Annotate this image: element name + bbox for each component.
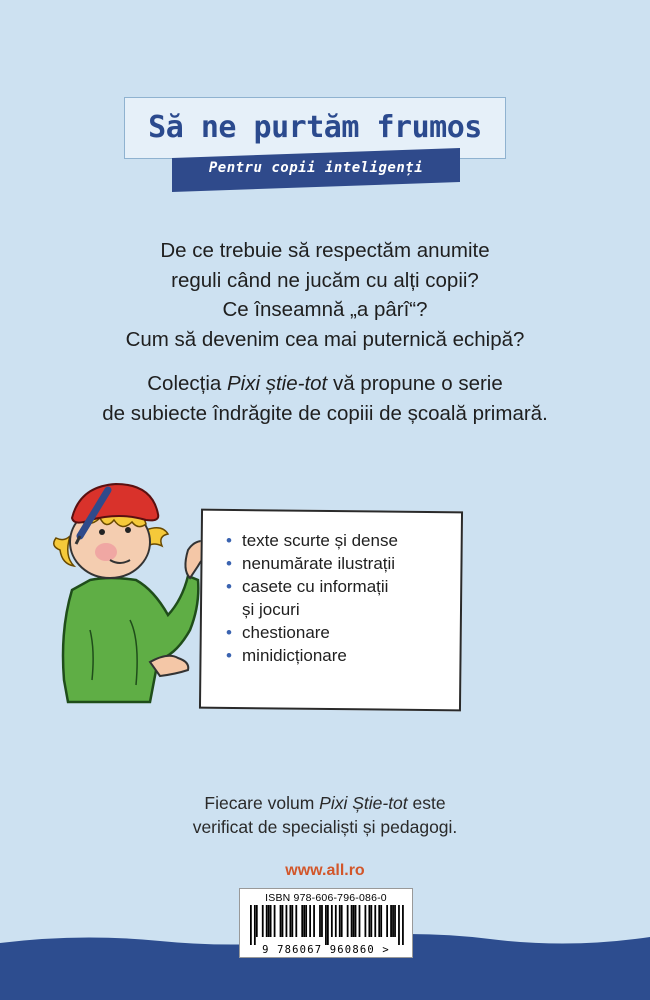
feature-text: casete cu informații	[242, 577, 389, 596]
intro-line: reguli când ne jucăm cu alți copii?	[171, 268, 479, 292]
barcode-digits: 9 786067 960860 >	[262, 944, 390, 956]
publisher-url[interactable]: www.all.ro	[285, 862, 365, 879]
feature-text: minidicționare	[242, 646, 347, 665]
feature-item	[226, 575, 466, 621]
feature-text-continued: și jocuri	[242, 600, 300, 619]
verification-prefix: Fiecare volum	[204, 793, 320, 813]
bullet-icon: •	[226, 623, 232, 642]
bullet-icon: •	[226, 646, 232, 665]
feature-item	[226, 621, 466, 644]
feature-item	[226, 552, 466, 575]
verification-series-name: Pixi Știe-tot	[319, 793, 408, 813]
feature-text: nenumărate ilustrații	[242, 554, 396, 573]
intro-line: Ce înseamnă „a pârî“?	[222, 298, 428, 321]
verification-note	[20, 791, 630, 839]
barcode-icon	[250, 905, 404, 945]
feature-item	[226, 644, 466, 667]
verification-line-2: verificat de specialiști și pedagogi.	[192, 817, 458, 837]
feature-text: chestionare	[242, 623, 330, 642]
intro-questions	[20, 236, 630, 354]
features-list	[226, 529, 466, 667]
intro-line: Cum să devenim cea mai puternică echipă?	[125, 327, 525, 351]
collection-prefix: Colecția	[147, 372, 227, 395]
book-title: Să ne purtăm frumos	[148, 110, 482, 145]
bullet-icon: •	[226, 531, 232, 550]
book-subtitle: Pentru copii inteligenți	[208, 160, 424, 176]
feature-text: texte scurte și dense	[242, 531, 398, 550]
collection-series-name: Pixi știe-tot	[227, 372, 328, 395]
barcode-box	[239, 888, 413, 958]
collection-description	[20, 369, 630, 428]
bullet-icon: •	[226, 554, 232, 573]
verification-suffix: este	[407, 793, 446, 813]
isbn-label: ISBN 978-606-796-086-0	[265, 892, 387, 904]
collection-suffix: vă propune o serie	[327, 372, 503, 395]
intro-line: De ce trebuie să respectăm anumite	[160, 239, 490, 262]
bullet-icon: •	[226, 577, 232, 596]
collection-line-2: de subiecte îndrăgite de copiii de școală primară.	[102, 401, 548, 425]
collection-line-1	[20, 369, 630, 399]
feature-item	[226, 529, 466, 552]
verification-line-1	[20, 791, 630, 815]
